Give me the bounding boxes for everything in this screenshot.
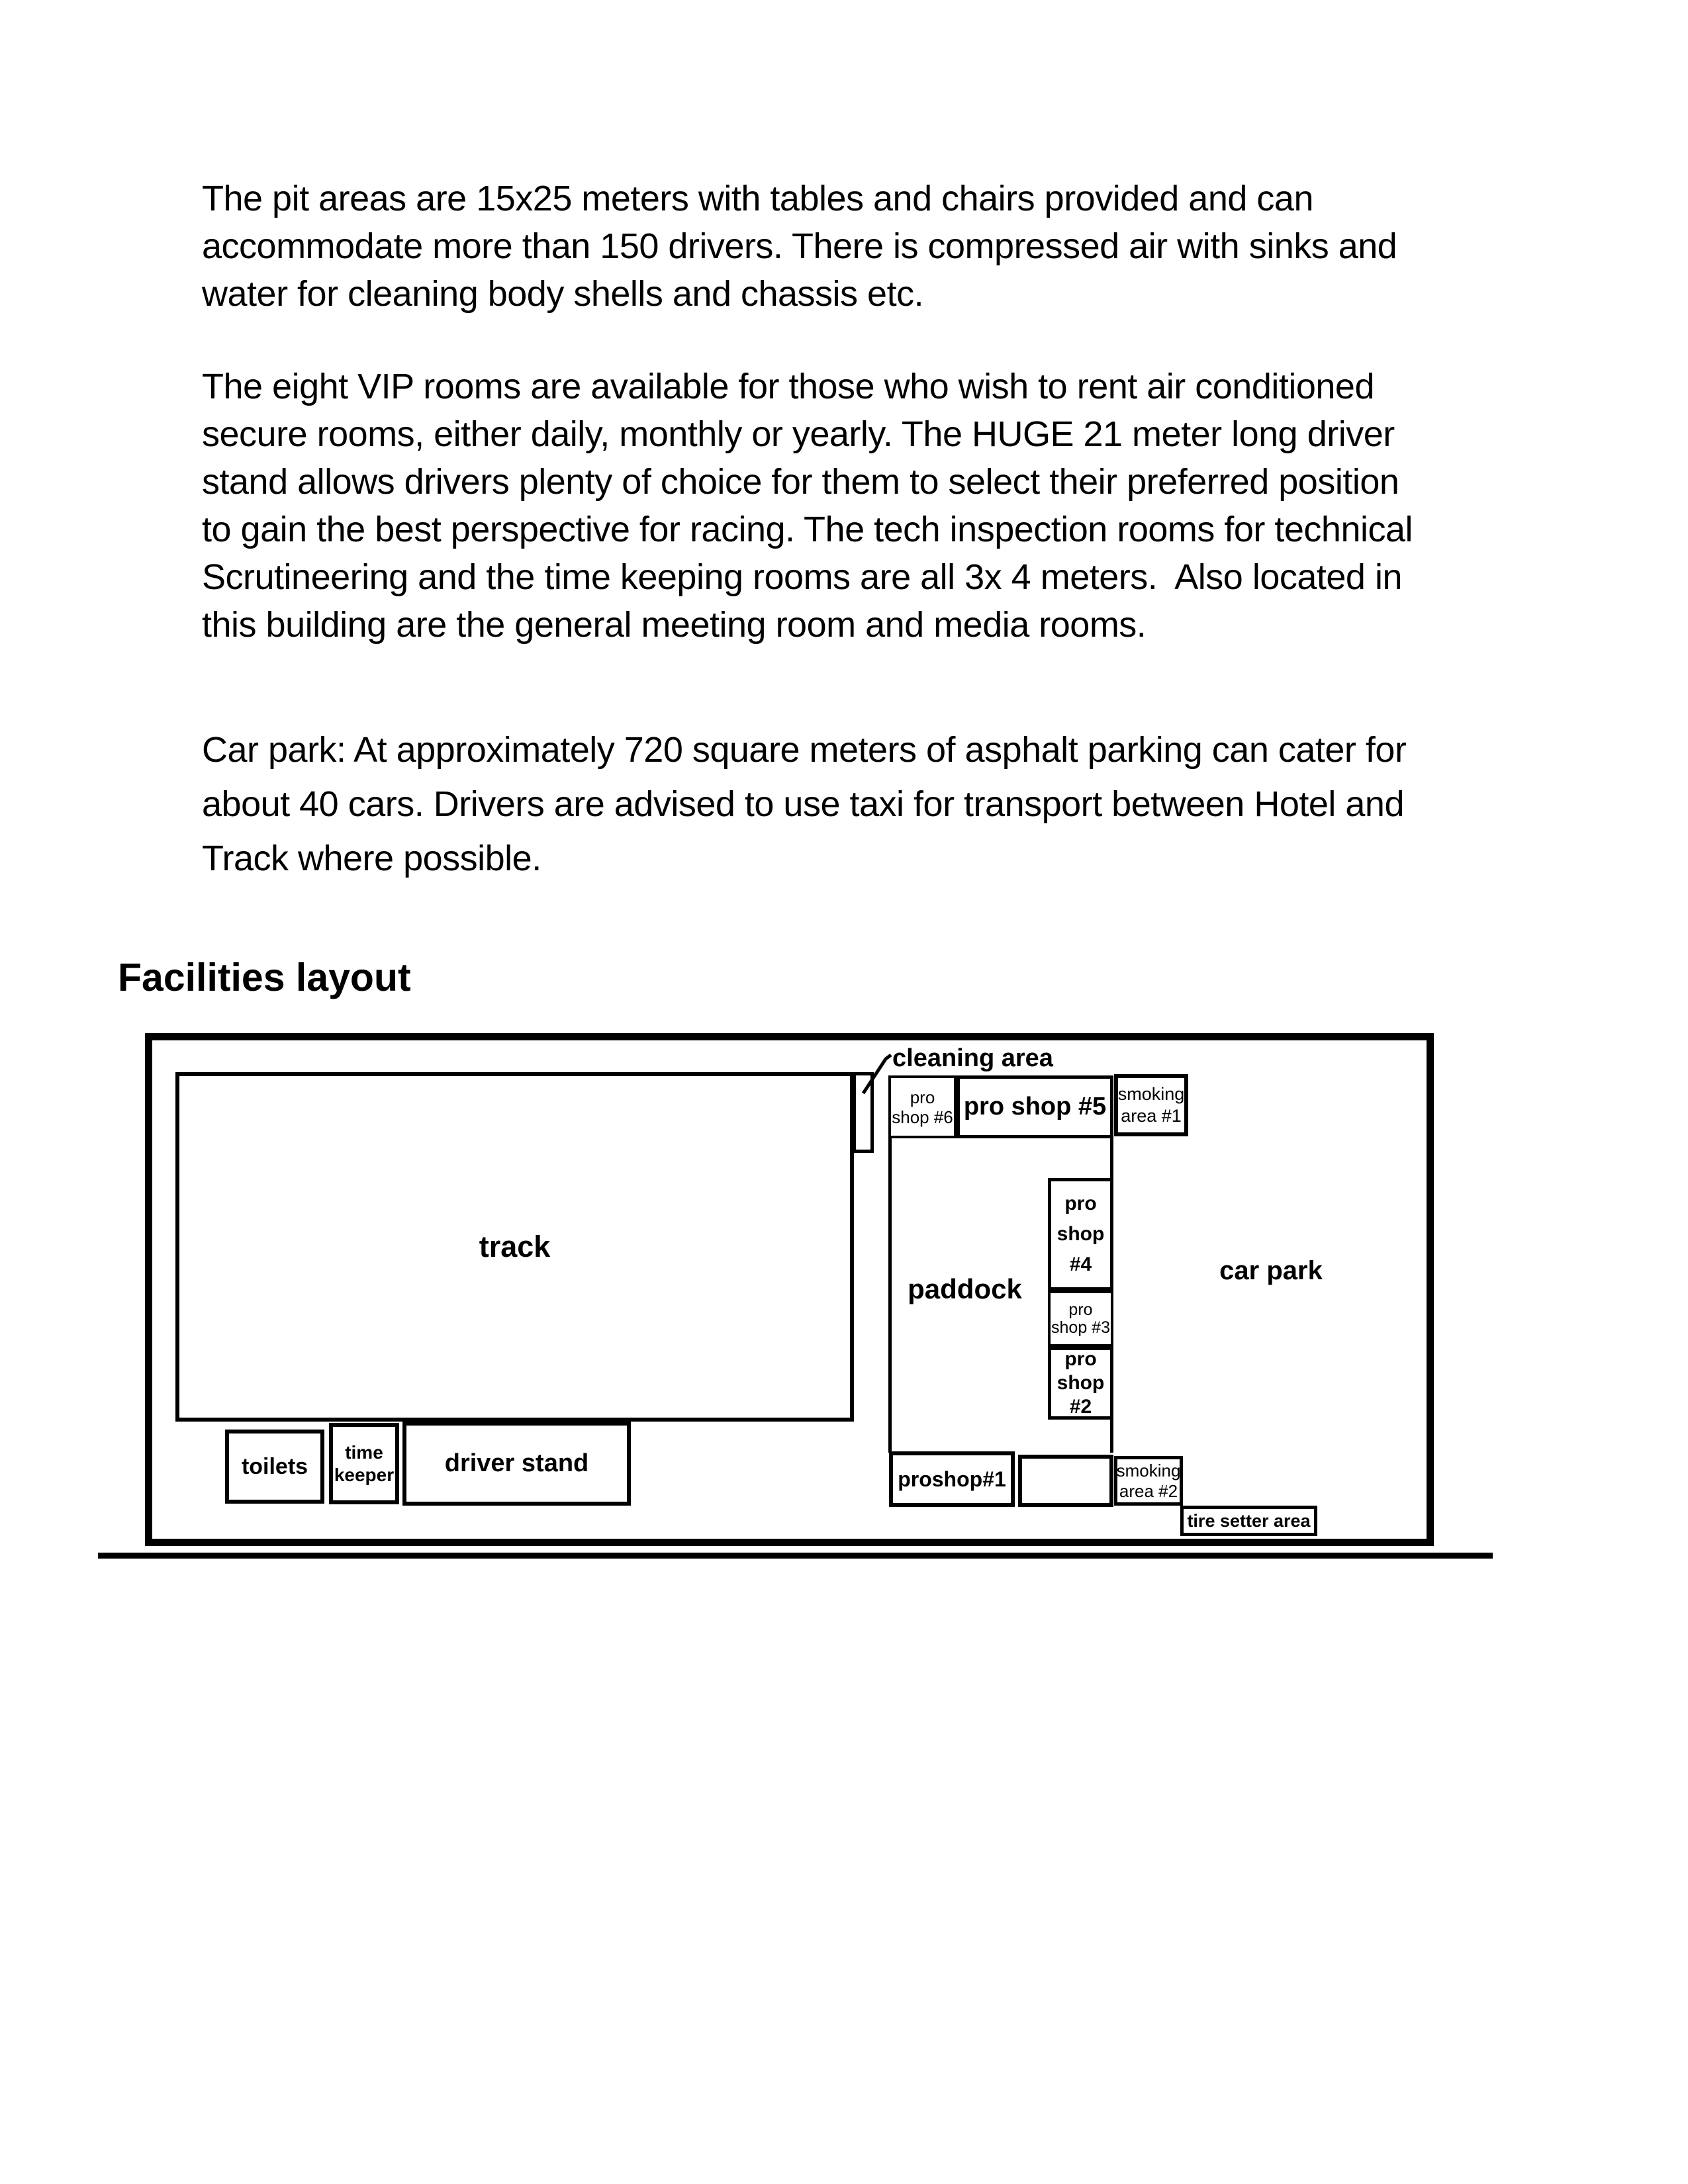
car-park-label: car park bbox=[1219, 1256, 1323, 1285]
unlabeled-box bbox=[1018, 1455, 1113, 1507]
pro-shop-3-box bbox=[1048, 1291, 1113, 1347]
paragraph-vip-rooms: The eight VIP rooms are available for those who wish to rent air conditioned secure rooms, either daily, monthly or yearly. The HUGE 21 meter long driver stand allows drivers plenty of choice for them to select their preferred position to gain the best perspective for racing. The tech inspection rooms for technical Scrutineering and the time keeping rooms are all 3x 4 meters. Also located in this building are the general meeting room and media rooms. bbox=[202, 367, 1423, 645]
pro-shop-2-label: pro shop #2 bbox=[1056, 1348, 1105, 1418]
tire-setter-area-box bbox=[1180, 1506, 1317, 1536]
time-keeper-box bbox=[329, 1423, 399, 1504]
smoking-area-1-label: smoking area #1 bbox=[1117, 1084, 1185, 1126]
pro-shop-5-box bbox=[957, 1075, 1113, 1138]
pro-shop-5-label: pro shop #5 bbox=[963, 1093, 1107, 1120]
pro-shop-2-box bbox=[1048, 1347, 1113, 1420]
pro-shop-6-label: pro shop #6 bbox=[892, 1087, 953, 1127]
pro-shop-1-label: proshop#1 bbox=[898, 1467, 1006, 1491]
pro-shop-1-box bbox=[889, 1451, 1015, 1507]
paragraph-pit-areas: The pit areas are 15x25 meters with tables and chairs provided and can accommodate more than 150 drivers. There is compressed air with sinks and water for cleaning body shells and chassis etc. bbox=[202, 179, 1407, 314]
pro-shop-6-box bbox=[888, 1075, 957, 1138]
facilities-layout-diagram bbox=[145, 1033, 1434, 1546]
toilets-label: toilets bbox=[241, 1453, 308, 1479]
smoking-area-2-label: smoking area #2 bbox=[1116, 1460, 1181, 1501]
driver-stand-label: driver stand bbox=[444, 1449, 589, 1477]
smoking-area-2-box bbox=[1114, 1456, 1183, 1506]
driver-stand-box bbox=[402, 1422, 631, 1506]
pro-shop-4-box bbox=[1048, 1178, 1113, 1291]
pro-shop-4-label: pro shop #4 bbox=[1056, 1193, 1105, 1275]
track-area bbox=[175, 1072, 854, 1422]
tire-setter-area-label: tire setter area bbox=[1187, 1510, 1311, 1531]
cleaning-area-label: cleaning area bbox=[892, 1044, 1053, 1072]
toilets-box bbox=[225, 1430, 324, 1504]
paddock-label: paddock bbox=[908, 1273, 1022, 1304]
pro-shop-3-label: pro shop #3 bbox=[1051, 1300, 1110, 1337]
smoking-area-1-box bbox=[1114, 1074, 1188, 1136]
horizontal-rule bbox=[98, 1553, 1493, 1559]
paragraph-car-park: Car park: At approximately 720 square meters of asphalt parking can cater for about 40 cars. Drivers are advised to use taxi for transport between Hotel and Track where possible. bbox=[202, 730, 1416, 878]
time-keeper-label: time keeper bbox=[334, 1441, 395, 1485]
track-label: track bbox=[479, 1230, 551, 1263]
facilities-layout-heading: Facilities layout bbox=[118, 956, 411, 999]
